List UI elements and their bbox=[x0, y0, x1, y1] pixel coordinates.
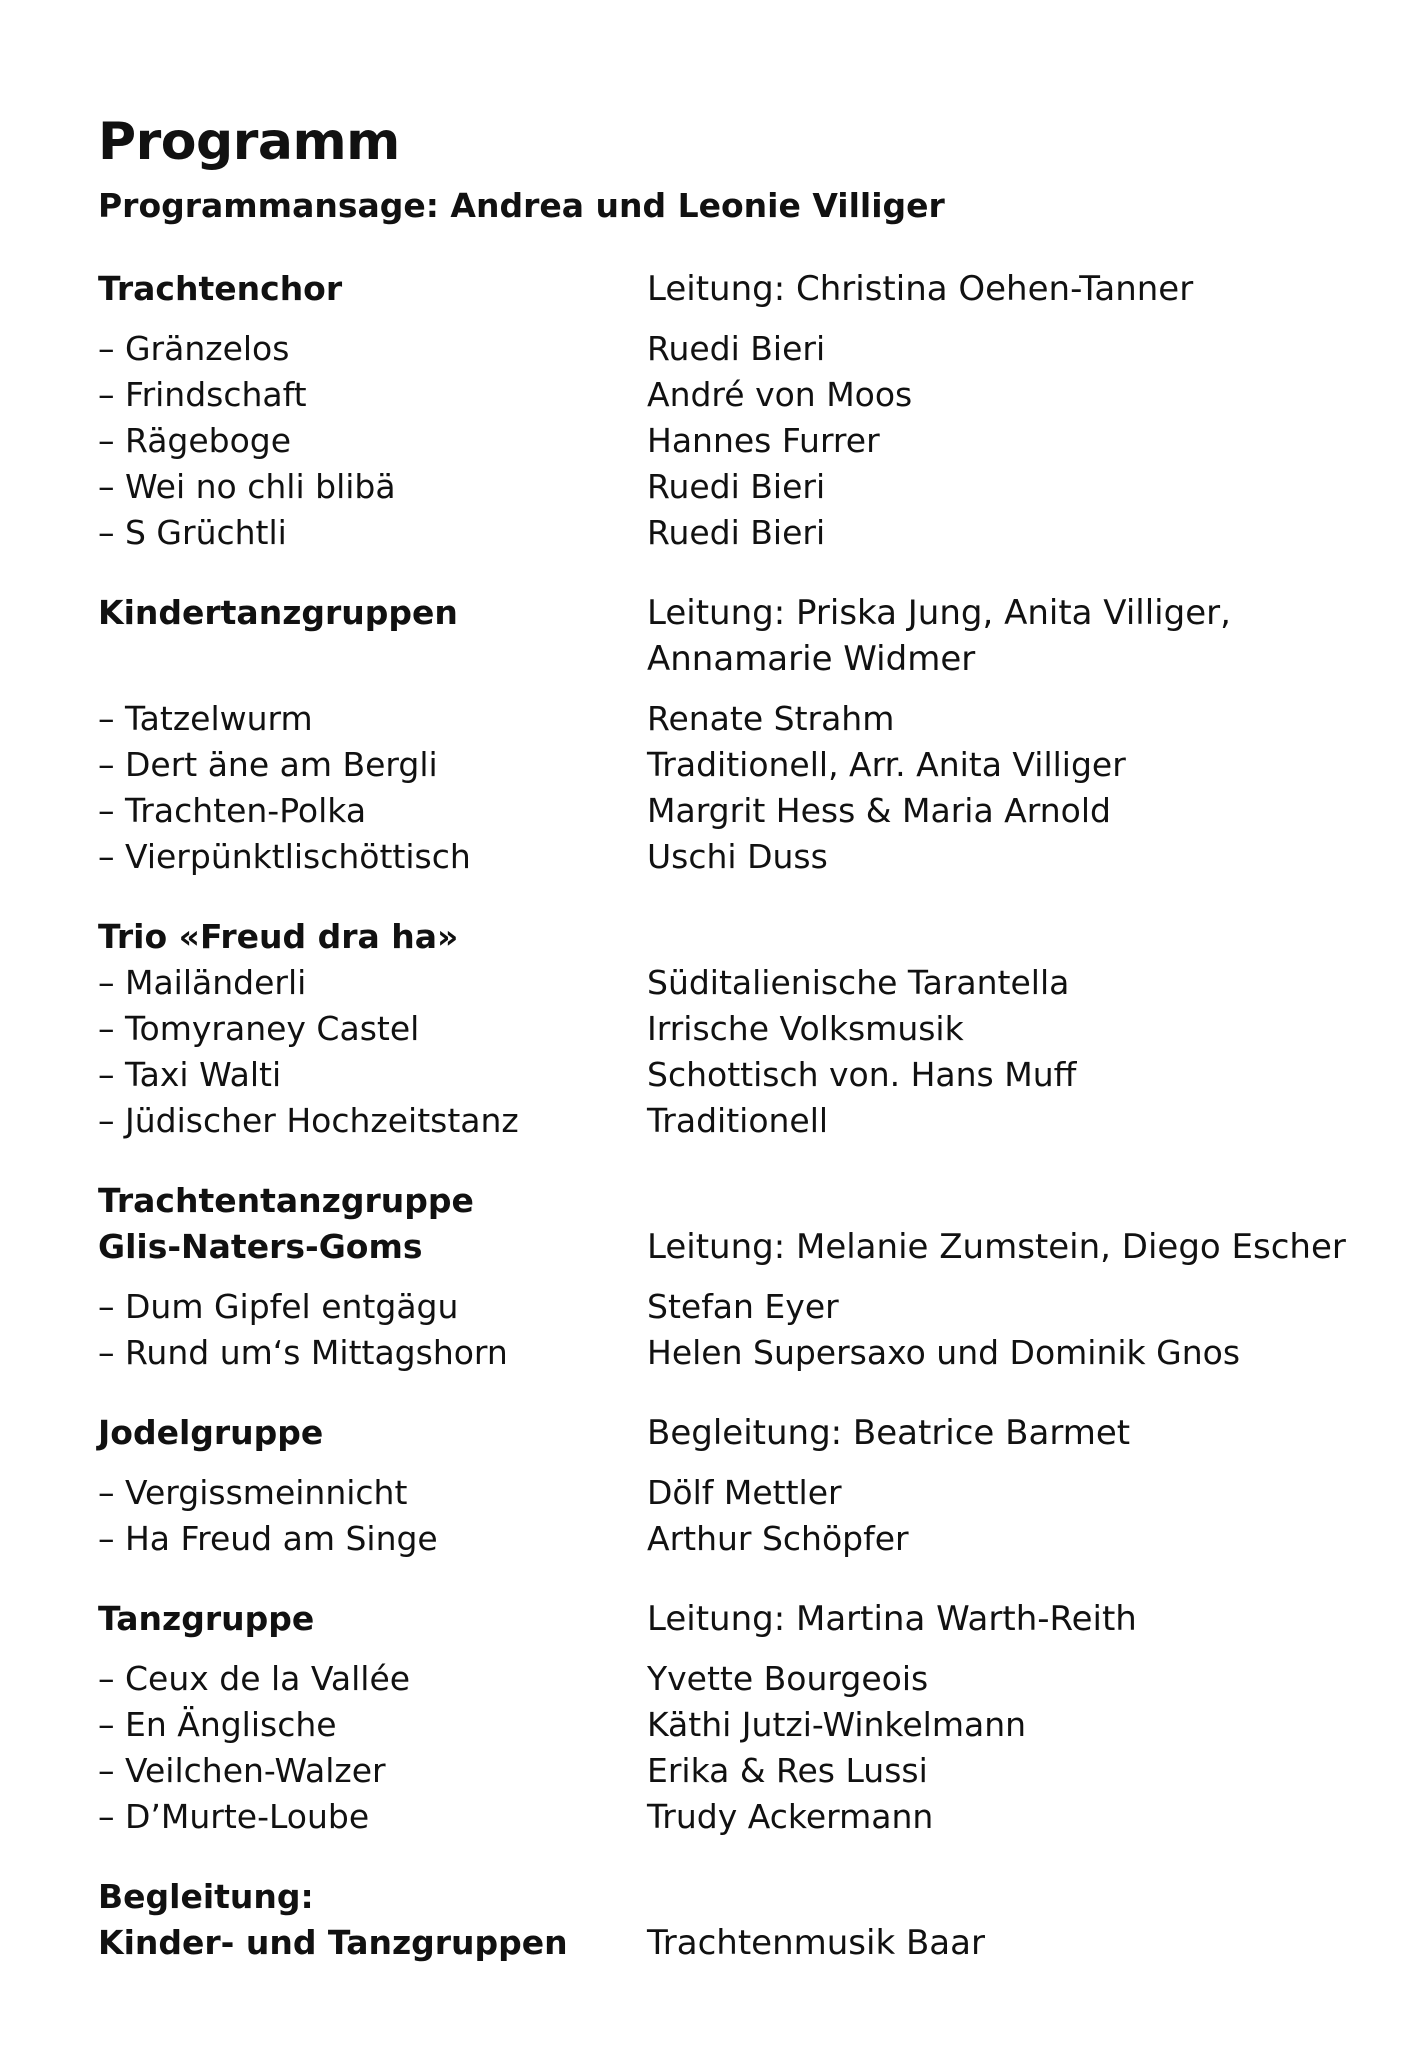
piece-credit: Schottisch von. Hans Muff bbox=[647, 1055, 1077, 1094]
piece-credit: Renate Strahm bbox=[647, 699, 895, 738]
program-piece: – Tatzelwurm bbox=[98, 699, 313, 738]
program-piece: – S Grüchtli bbox=[98, 513, 287, 552]
program-piece: – Taxi Walti bbox=[98, 1055, 282, 1094]
program-piece: – Mailänderli bbox=[98, 963, 307, 1002]
piece-credit: Ruedi Bieri bbox=[647, 467, 826, 506]
piece-credit: Yvette Bourgeois bbox=[647, 1659, 929, 1698]
section-leader: Annamarie Widmer bbox=[647, 639, 976, 679]
program-section bbox=[98, 1596, 1338, 1840]
section-header bbox=[98, 1596, 1338, 1642]
program-piece: – Ceux de la Vallée bbox=[98, 1659, 411, 1698]
section-leader bbox=[647, 1178, 1346, 1224]
piece-credit: Ruedi Bieri bbox=[647, 513, 826, 552]
program-page bbox=[98, 108, 1346, 1966]
section-header bbox=[98, 1178, 1346, 1270]
piece-credit: Irrische Volksmusik bbox=[647, 1009, 964, 1048]
section-heading: Tanzgruppe bbox=[98, 1599, 315, 1638]
section-heading: Trachtentanzgruppe bbox=[98, 1181, 474, 1220]
program-announcement: Programmansage: Andrea und Leonie Villiger bbox=[98, 186, 945, 225]
section-heading: Kindertanzgruppen bbox=[98, 593, 458, 632]
piece-credit: Dölf Mettler bbox=[647, 1473, 842, 1512]
piece-credit: Ruedi Bieri bbox=[647, 329, 826, 368]
program-section bbox=[98, 266, 1338, 556]
program-piece: – Ha Freud am Singe bbox=[98, 1519, 438, 1558]
program-piece: – Vergissmeinnicht bbox=[98, 1473, 408, 1512]
section-items bbox=[98, 1470, 1338, 1562]
program-section bbox=[98, 1178, 1346, 1376]
piece-credit: André von Moos bbox=[647, 375, 913, 414]
section-heading: Jodelgruppe bbox=[98, 1413, 324, 1452]
program-piece: – Vierpünktlischöttisch bbox=[98, 837, 471, 876]
section-heading: Begleitung: bbox=[98, 1877, 314, 1916]
section-items bbox=[98, 960, 1338, 1144]
section-header bbox=[98, 914, 1338, 960]
section-leader bbox=[647, 914, 1338, 960]
piece-credit: Traditionell, Arr. Anita Villiger bbox=[647, 745, 1126, 784]
section-leader bbox=[647, 1874, 1338, 1920]
program-piece: – Jüdischer Hochzeitstanz bbox=[98, 1101, 519, 1140]
piece-credit: Süditalienische Tarantella bbox=[647, 963, 1070, 1002]
piece-credit: Trudy Ackermann bbox=[647, 1797, 934, 1836]
section-heading: Trio «Freud dra ha» bbox=[98, 917, 459, 956]
program-piece: – Rund um‘s Mittagshorn bbox=[98, 1333, 508, 1372]
piece-credit: Margrit Hess & Maria Arnold bbox=[647, 791, 1111, 830]
section-header bbox=[98, 1874, 1338, 1966]
program-piece: – Frindschaft bbox=[98, 375, 307, 414]
section-header bbox=[98, 266, 1338, 312]
program-section bbox=[98, 914, 1338, 1144]
piece-credit: Stefan Eyer bbox=[647, 1287, 839, 1326]
piece-credit: Käthi Jutzi-Winkelmann bbox=[647, 1705, 1027, 1744]
program-piece: – En Änglische bbox=[98, 1705, 337, 1744]
program-section bbox=[98, 1874, 1338, 1966]
section-header bbox=[98, 1410, 1338, 1456]
section-leader: Leitung: Christina Oehen-Tanner bbox=[647, 269, 1194, 309]
program-piece: – Dert äne am Bergli bbox=[98, 745, 438, 784]
piece-credit: Traditionell bbox=[647, 1101, 829, 1140]
section-heading: Glis-Naters-Goms bbox=[98, 1227, 423, 1266]
program-piece: – Gränzelos bbox=[98, 329, 290, 368]
section-heading bbox=[98, 636, 647, 682]
section-leader: Begleitung: Beatrice Barmet bbox=[647, 1413, 1131, 1453]
program-piece: – Tomyraney Castel bbox=[98, 1009, 420, 1048]
section-items bbox=[98, 1656, 1338, 1840]
program-piece: – D’Murte-Loube bbox=[98, 1797, 370, 1836]
section-items bbox=[98, 326, 1338, 556]
program-section bbox=[98, 590, 1338, 880]
program-piece: – Veilchen-Walzer bbox=[98, 1751, 386, 1790]
section-items bbox=[98, 696, 1338, 880]
page-title: Programm bbox=[98, 112, 400, 172]
section-leader: Leitung: Melanie Zumstein, Diego Escher bbox=[647, 1227, 1346, 1267]
section-heading: Trachtenchor bbox=[98, 269, 343, 308]
program-piece: – Wei no chli blibä bbox=[98, 467, 396, 506]
piece-credit: Helen Supersaxo und Dominik Gnos bbox=[647, 1333, 1241, 1372]
section-leader: Leitung: Priska Jung, Anita Villiger, bbox=[647, 593, 1231, 633]
program-piece: – Dum Gipfel entgägu bbox=[98, 1287, 459, 1326]
section-header bbox=[98, 590, 1338, 682]
section-items bbox=[98, 1284, 1338, 1376]
piece-credit: Arthur Schöpfer bbox=[647, 1519, 909, 1558]
section-heading: Kinder- und Tanzgruppen bbox=[98, 1923, 568, 1962]
section-leader: Leitung: Martina Warth-Reith bbox=[647, 1599, 1137, 1639]
program-sections bbox=[98, 266, 1346, 1966]
piece-credit: Erika & Res Lussi bbox=[647, 1751, 928, 1790]
piece-credit: Uschi Duss bbox=[647, 837, 828, 876]
program-piece: – Trachten-Polka bbox=[98, 791, 367, 830]
program-piece: – Rägeboge bbox=[98, 421, 292, 460]
piece-credit: Hannes Furrer bbox=[647, 421, 880, 460]
program-section bbox=[98, 1410, 1338, 1562]
section-leader: Trachtenmusik Baar bbox=[647, 1923, 985, 1963]
